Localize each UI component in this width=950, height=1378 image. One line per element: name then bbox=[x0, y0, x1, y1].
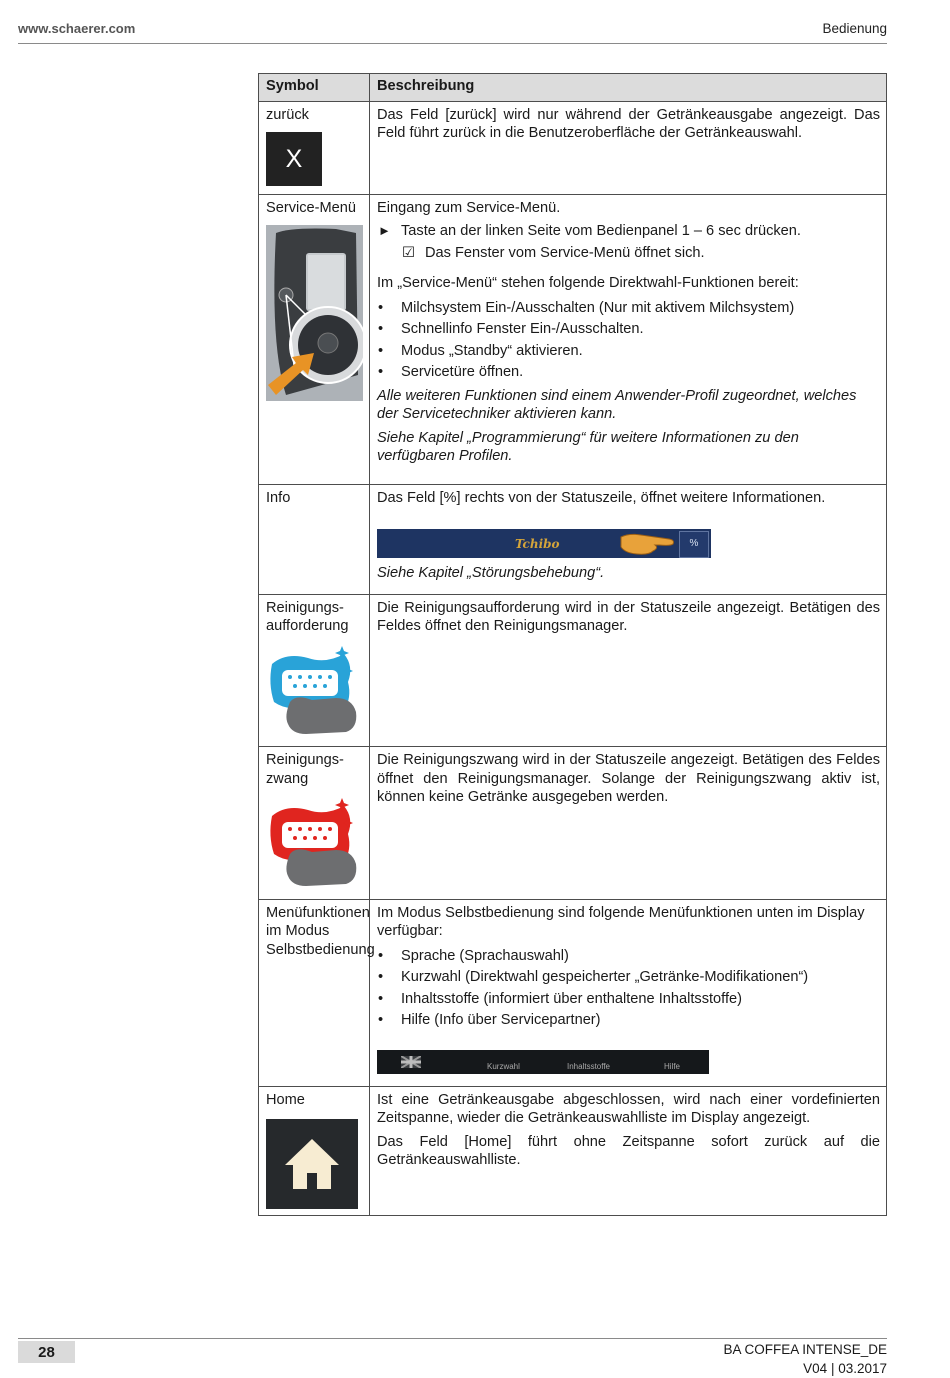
description-text: Das Feld [%] rechts von der Statuszeile, öffnet weitere Informationen. bbox=[377, 489, 826, 506]
page-number: 28 bbox=[18, 1341, 75, 1363]
table-row bbox=[259, 194, 887, 484]
instruction-result bbox=[377, 244, 880, 263]
header-divider bbox=[18, 43, 887, 44]
menu-item-kurzwahl[interactable]: Kurzwahl bbox=[487, 1061, 520, 1071]
home-text-2: Das Feld [Home] führt ohne Zeitspanne sofort zurück auf die Getränkeauswahlliste. bbox=[377, 1133, 880, 1168]
symbol-label: Reinigungs-aufforderung bbox=[266, 599, 349, 634]
home-text-1: Ist eine Getränkeausgabe abgeschlossen, wird nach einer vordefinierten Zeitspanne, wieder die Getränkeauswahlliste im Display angezeigt. bbox=[377, 1091, 880, 1126]
pointing-hand-icon bbox=[619, 531, 677, 556]
document-title: BA COFFEA INTENSE_DE bbox=[723, 1342, 887, 1357]
info-percent-button[interactable] bbox=[679, 531, 709, 558]
website-url[interactable]: www.schaerer.com bbox=[18, 21, 136, 36]
description-cell bbox=[370, 194, 887, 484]
table-row bbox=[259, 899, 887, 1086]
description-text: Das Feld [zurück] wird nur während der Getränkeausgabe angezeigt. Das Feld führt zurück in die Benutzeroberfläche der Getränkeauswahl. bbox=[377, 106, 880, 141]
symbol-cell bbox=[259, 194, 370, 484]
footer-divider bbox=[18, 1338, 887, 1339]
service-list-intro: Im „Service-Menü“ stehen folgende Direktwahl-Funktionen bereit: bbox=[377, 275, 799, 291]
column-header-symbol: Symbol bbox=[259, 74, 370, 102]
symbol-label: zurück bbox=[266, 106, 309, 123]
menu-bar-screenshot bbox=[377, 1050, 709, 1074]
document-version: V04 | 03.2017 bbox=[803, 1361, 887, 1376]
description-cell bbox=[370, 101, 887, 194]
symbol-label: Service-Menü bbox=[266, 199, 357, 216]
checkbox-checked-icon: ☑ bbox=[402, 244, 416, 261]
list-item: • Milchsystem Ein-/Ausschalten (Nur mit aktivem Milchsystem) bbox=[377, 299, 880, 318]
symbol-cell bbox=[259, 594, 370, 747]
cleaning-request-icon bbox=[266, 642, 358, 736]
symbol-label: Reinigungs-zwang bbox=[266, 752, 344, 787]
list-item: • Schnellinfo Fenster Ein-/Ausschalten. bbox=[377, 320, 880, 339]
menu-intro: Im Modus Selbstbedienung sind folgende Menüfunktionen unten im Display verfügbar: bbox=[377, 904, 865, 939]
symbol-table bbox=[258, 73, 887, 1216]
result-text: Das Fenster vom Service-Menü öffnet sich. bbox=[425, 244, 705, 261]
table-row bbox=[259, 101, 887, 194]
symbol-cell bbox=[259, 1086, 370, 1215]
table-row bbox=[259, 1086, 887, 1215]
status-bar-screenshot bbox=[377, 529, 711, 558]
service-function-list bbox=[377, 299, 880, 382]
table-row bbox=[259, 594, 887, 747]
service-button-photo bbox=[266, 225, 363, 401]
cleaning-mandatory-icon bbox=[266, 794, 358, 888]
list-item: • Sprache (Sprachauswahl) bbox=[377, 947, 880, 966]
section-title: Bedienung bbox=[822, 21, 887, 36]
instruction-step bbox=[377, 222, 880, 241]
description-cell bbox=[370, 747, 887, 900]
service-intro: Eingang zum Service-Menü. bbox=[377, 199, 561, 216]
percent-label: % bbox=[689, 538, 699, 550]
description-cell bbox=[370, 1086, 887, 1215]
close-icon-glyph: X bbox=[285, 144, 303, 173]
menu-item-inhaltsstoffe[interactable]: Inhaltsstoffe bbox=[567, 1061, 610, 1071]
description-text: Die Reinigungszwang wird in der Statuszeile angezeigt. Betätigen des Feldes öffnet den Reinigungsmanager. Solange der Reinigungszwang aktiv ist, können keine Getränke ausgegeben werden. bbox=[377, 752, 880, 805]
symbol-cell bbox=[259, 484, 370, 594]
symbol-cell bbox=[259, 101, 370, 194]
table-header-row bbox=[259, 74, 887, 102]
description-cell bbox=[370, 594, 887, 747]
table-row bbox=[259, 747, 887, 900]
list-item: • Inhaltsstoffe (informiert über enthaltene Inhaltsstoffe) bbox=[377, 990, 880, 1009]
close-icon bbox=[266, 132, 322, 186]
symbol-label: Info bbox=[266, 489, 291, 506]
table-row bbox=[259, 484, 887, 594]
list-item: • Kurzwahl (Direktwahl gespeicherter „Getränke-Modifikationen“) bbox=[377, 968, 880, 987]
info-note: Siehe Kapitel „Störungsbehebung“. bbox=[377, 565, 605, 581]
column-header-description: Beschreibung bbox=[370, 74, 887, 102]
description-text: Die Reinigungsaufforderung wird in der Statuszeile angezeigt. Betätigen des Feldes öffnet den Reinigungsmanager. bbox=[377, 599, 880, 634]
step-text: Taste an der linken Seite vom Bedienpanel 1 – 6 sec drücken. bbox=[401, 223, 801, 239]
symbol-cell bbox=[259, 747, 370, 900]
step-arrow-icon: ► bbox=[378, 223, 391, 238]
list-item: • Servicetüre öffnen. bbox=[377, 363, 880, 382]
symbol-label: Menüfunktionen im Modus Selbstbedienung bbox=[266, 904, 375, 958]
menu-function-list bbox=[377, 947, 880, 1030]
home-button-tile bbox=[266, 1119, 358, 1209]
menu-item-hilfe[interactable]: Hilfe bbox=[664, 1061, 681, 1071]
home-icon bbox=[283, 1137, 341, 1191]
symbol-label: Home bbox=[266, 1091, 305, 1108]
symbol-cell bbox=[259, 899, 375, 1086]
brand-logo: Tchibo bbox=[515, 537, 560, 551]
description-cell bbox=[370, 484, 887, 594]
list-item: • Modus „Standby“ aktivieren. bbox=[377, 342, 880, 361]
service-note-profiles: Alle weiteren Funktionen sind einem Anwender-Profil zugeordnet, welches der Servicetechniker aktivieren kann. bbox=[377, 387, 857, 422]
uk-flag-icon[interactable] bbox=[401, 1056, 421, 1068]
service-note-reference: Siehe Kapitel „Programmierung“ für weitere Informationen zu den verfügbaren Profilen. bbox=[377, 429, 799, 464]
description-cell bbox=[370, 899, 887, 1086]
list-item: • Hilfe (Info über Servicepartner) bbox=[377, 1011, 880, 1030]
